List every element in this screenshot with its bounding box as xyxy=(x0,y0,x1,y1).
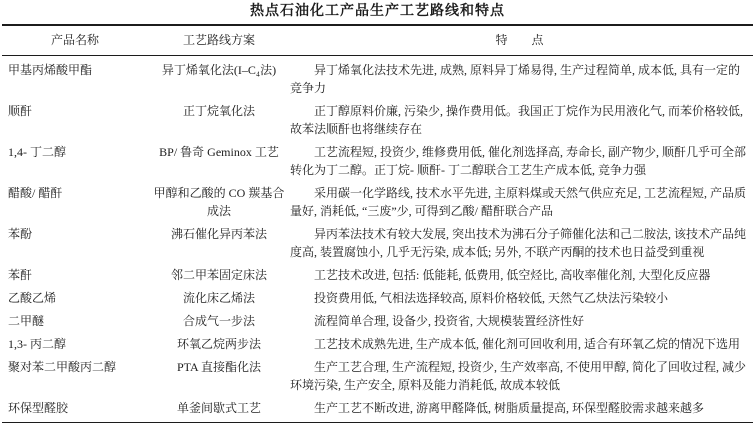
table-row xyxy=(2,263,753,286)
table-row xyxy=(2,355,753,396)
features-cell: 工艺流程短, 投资少, 维修费用低, 催化剂选择高, 寿命长, 副产物少, 顺酐几乎可全部转化为丁二醇。正丁烷- 顺酐- 丁二醇联合工艺生产成本低, 竞争力强 xyxy=(290,144,747,177)
features-cell: 生产工艺不断改进, 游离甲醛降低, 树脂质量提高, 环保型醛胶需求越来越多 xyxy=(314,400,705,415)
table-row xyxy=(2,99,753,140)
features-cell: 采用碳一化学路线, 技术水平先进, 主原料煤或天然气供应充足, 工艺流程短, 产品质量好, 消耗低, “三废”少, 可得到乙酸/ 醋酐联合产品 xyxy=(290,185,747,218)
route-cell: 正丁烷氧化法 xyxy=(182,103,255,118)
route-cell: 甲醇和乙酸的 CO 羰基合成法 xyxy=(153,185,285,218)
table-bottom-rule xyxy=(2,422,753,423)
product-cell: 甲基丙烯酸甲酯 xyxy=(8,62,93,77)
table-row xyxy=(2,396,753,419)
features-cell: 异丁烯氧化法技术先进, 成熟, 原料异丁烯易得, 生产过程简单, 成本低, 具有一定的竞争力 xyxy=(290,62,741,95)
route-cell: PTA 直接酯化法 xyxy=(176,359,262,374)
product-cell: 顺酐 xyxy=(8,103,33,118)
table-row xyxy=(2,332,753,355)
route-cell: 单釜间歇式工艺 xyxy=(176,400,261,415)
features-cell: 工艺技术改进, 包括: 低能耗, 低费用, 低空烃比, 高收率催化剂, 大型化反应器 xyxy=(314,267,711,282)
features-cell: 投资费用低, 气相法选择较高, 原料价格较低, 天然气乙炔法污染较小 xyxy=(314,290,669,305)
table-row xyxy=(2,286,753,309)
table-row xyxy=(2,222,753,263)
route-cell: 流化床乙烯法 xyxy=(182,290,255,305)
header-product: 产品名称 xyxy=(50,33,99,47)
table-body xyxy=(2,56,753,422)
route-cell: 邻二甲苯固定床法 xyxy=(170,267,267,282)
table-row xyxy=(2,309,753,332)
features-cell: 生产工艺合理, 生产流程短, 投资少, 生产效率高, 不使用甲醇, 简化了回收过程, 减少环境污染, 生产安全, 原料及能力消耗低, 故成本较低 xyxy=(290,359,747,392)
features-cell: 异丙苯法技术有较大发展, 突出技术为沸石分子筛催化法和己二胺法, 该技术产品纯度高, 装置腐蚀小, 几乎无污染, 成本低; 另外, 不联产丙酮的技术也日益受到重视 xyxy=(290,226,747,259)
data-table xyxy=(2,24,753,423)
features-cell: 工艺技术成熟先进, 生产成本低, 催化剂可回收利用, 适合有环氧乙烷的情况下选用 xyxy=(314,336,741,351)
route-cell: 异丁烯氧化法(I–C₄法) xyxy=(161,62,277,77)
product-cell: 苯酚 xyxy=(8,226,33,241)
table-row xyxy=(2,58,753,99)
product-cell: 1,4- 丁二醇 xyxy=(8,144,66,159)
features-cell: 正丁醇原料价廉, 污染少, 操作费用低。我国正丁烷作为民用液化气, 而苯价格较低, 故苯法顺酐也将继续存在 xyxy=(290,103,744,136)
table-title: 热点石油化工产品生产工艺路线和特点 xyxy=(250,4,505,19)
product-cell: 1,3- 丙二醇 xyxy=(8,336,66,351)
product-cell: 聚对苯二甲酸丙二醇 xyxy=(8,359,117,374)
route-cell: 沸石催化异丙苯法 xyxy=(170,226,267,241)
product-cell: 二甲醚 xyxy=(8,313,45,328)
product-cell: 醋酸/ 醋酐 xyxy=(8,185,63,200)
header-features: 特 点 xyxy=(495,33,544,47)
route-cell: 环氧乙烷两步法 xyxy=(176,336,261,351)
table-row xyxy=(2,140,753,181)
features-cell: 流程简单合理, 设备少, 投资省, 大规模装置经济性好 xyxy=(314,313,585,328)
header-route: 工艺路线方案 xyxy=(182,33,255,47)
product-cell: 乙酸乙烯 xyxy=(8,290,57,305)
table-row xyxy=(2,181,753,222)
product-cell: 苯酐 xyxy=(8,267,33,282)
product-cell: 环保型醛胶 xyxy=(8,400,69,415)
route-cell: 合成气一步法 xyxy=(182,313,255,328)
table-header-row xyxy=(2,26,753,55)
route-cell: BP/ 鲁奇 Geminox 工艺 xyxy=(159,144,279,159)
